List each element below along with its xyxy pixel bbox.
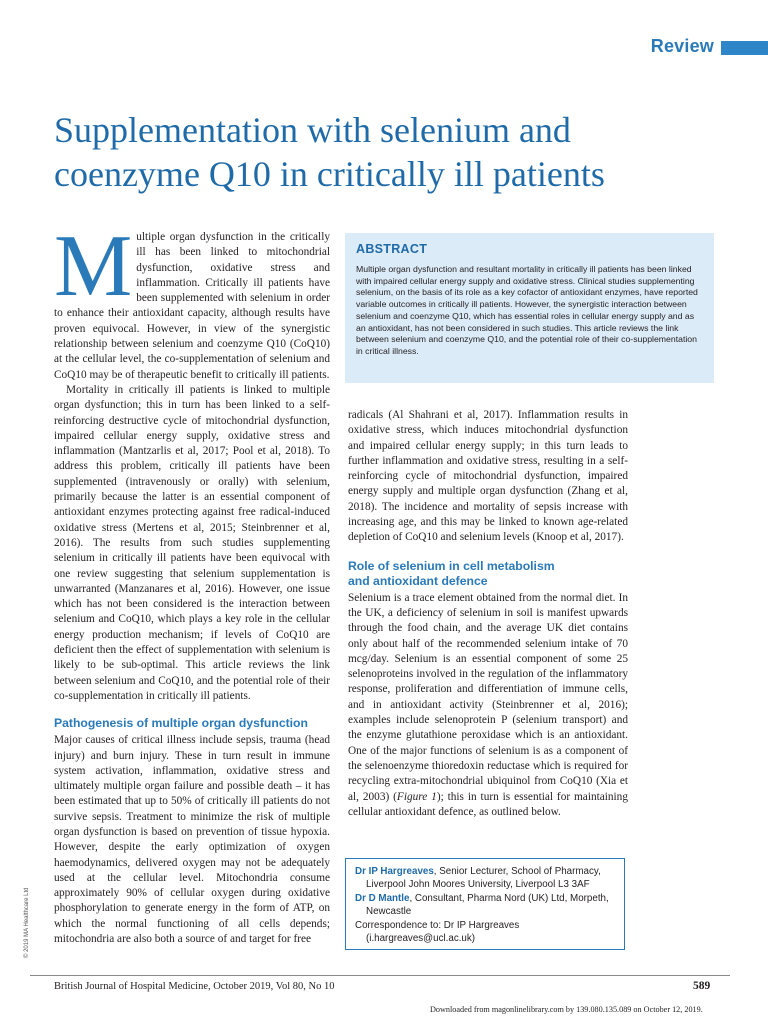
correspondence-email[interactable]: (i.hargreaves@ucl.ac.uk) — [366, 933, 476, 945]
figure-reference: Figure 1 — [396, 790, 437, 803]
author-affiliation-line: Liverpool John Moores University, Liverpool L3 3AF — [366, 879, 590, 891]
abstract-box — [345, 233, 714, 383]
author-affiliation-line: Newcastle — [366, 906, 412, 918]
author-2 — [355, 893, 616, 905]
author-1 — [355, 866, 616, 878]
author-name: Dr IP Hargreaves — [355, 866, 434, 877]
section-accent-bar — [721, 41, 768, 55]
article-title: Supplementation with selenium and coenzyme Q10 in critically ill patients — [54, 110, 605, 194]
journal-citation: British Journal of Hospital Medicine, October 2019, Vol 80, No 10 — [54, 981, 335, 992]
abstract-heading: ABSTRACT — [356, 242, 428, 256]
abstract-text: Multiple organ dysfunction and resultant mortality in critically ill patients has been linked with impaired cellular energy supply and oxidative stress. Clinical studies supplementing selenium, on the basis of its role as a key cofactor of antioxidant enzymes, have reported variable outcomes in critically ill patients. However, the synergistic interaction between selenium and coenzyme Q10, which has essential roles in cellular energy supply and as an antioxidant, has not been considered in such studies. This article reviews the link between selenium and coenzyme Q10, and the potential role of their co-supplementation in critical illness. — [356, 264, 698, 356]
author-box — [345, 858, 625, 950]
heading-line: Role of selenium in cell metabolism — [348, 558, 555, 573]
heading-line: and antioxidant defence — [348, 573, 488, 588]
author-affiliation: , Senior Lecturer, School of Pharmacy, — [433, 866, 601, 877]
intro-paragraph — [54, 218, 330, 383]
section-heading-selenium — [348, 559, 628, 589]
copyright-note: © 2019 MA Healthcare Ltd — [24, 887, 30, 958]
text-run: ); this in turn is essential for maintaining cellular antioxidant defence, as outlined below. — [348, 790, 628, 818]
author-name: Dr D Mantle — [355, 892, 410, 904]
left-column — [54, 218, 330, 947]
section-heading-pathogenesis: Pathogenesis of multiple organ dysfunction — [54, 716, 308, 731]
section-label: Review — [650, 36, 714, 56]
correspondence: Correspondence to: Dr IP Hargreaves — [355, 919, 520, 931]
intro-text: ultiple organ dysfunction in the critically ill has been linked to mitochondrial dysfunction, oxidative stress and inflammation. Critically ill patients have been supplemented with selenium in order to enhance their antioxidant capacity, although results have proven equivocal. However, in view of the synergistic relationship between selenium and coenzyme Q10 (CoQ10) at the cellular level, the co-supplementation of selenium and CoQ10 may be of therapeutic benefit to critically ill patients. — [54, 231, 330, 381]
page-number: 589 — [693, 980, 711, 992]
body-paragraph — [348, 591, 628, 820]
body-paragraph: Major causes of critical illness include sepsis, trauma (head injury) and burn injury. These in turn result in immune system activation, inflammation, oxidative stress and ultimately multiple organ failure and possible death – it has been estimated that up to 50% of critically ill patients do not survive sepsis. Treatment to minimize the risk of multiple organ dysfunction is based on prevention of tissue hypoxia. However, despite the early optimization of oxygen haemodynamics, delivered oxygen may not be adequately used at the cellular level. Mitochondria consume approximately 90% of cellular oxygen during oxidative phosphorylation to generate energy in the form of ATP, on which the normal functioning of all cells depends; mitochondria are also both a source of and target for free — [54, 734, 330, 946]
footer-divider — [30, 975, 730, 976]
body-paragraph: Mortality in critically ill patients is linked to multiple organ dysfunction; this in turn has been linked to a self-reinforcing destructive cycle of mitochondrial dysfunction, impaired cellular energy supply, oxidative stress and inflammation (Mantzarlis et al, 2017; Pool et al, 2018). To address this problem, critically ill patients have been supplemented (intravenously or orally) with selenium, primarily because the latter is an essential component of antioxidant enzymes protecting against free radical-induced oxidative stress (Mertens et al, 2015; Steinbrenner et al, 2016). The results from such studies supplementing selenium in critically ill patients have been equivocal with one review suggesting that selenium supplementation is unwarranted (Manzanares et al, 2016). However, one issue which has not been considered is the interaction between selenium and CoQ10, which plays a key role in the cellular energy production mechanism; if levels of CoQ10 are deficient then the effect of supplementation with selenium is likely to be sub-optimal. This article reviews the link between selenium and CoQ10, and the potential role of their co-supplementation in critically ill patients. — [54, 383, 330, 702]
drop-cap: M — [54, 218, 133, 315]
download-notice: Downloaded from magonlinelibrary.com by 139.080.135.089 on October 12, 2019. — [430, 1005, 703, 1014]
right-column — [348, 408, 628, 820]
author-affiliation: , Consultant, Pharma Nord (UK) Ltd, Morpeth, — [409, 892, 609, 904]
body-paragraph: radicals (Al Shahrani et al, 2017). Inflammation results in oxidative stress, which induces mitochondrial dysfunction and impaired cellular energy supply; in this turn leads to further inflammation and oxidative stress, resulting in a self-reinforcing cycle of mitochondrial dysfunction, impaired energy supply and multiple organ dysfunction (Zhang et al, 2018). The incidence and mortality of sepsis increase with increasing age, and this may be linked to known age-related depletion of CoQ10 and selenium levels (Knoop et al, 2017). — [348, 409, 628, 544]
text-run: Selenium is a trace element obtained from the normal diet. In the UK, a deficiency of selenium in soil is manifest upwards through the food chain, and the average UK diet contains only about half of the recommended selenium intake of 70 mcg/day. Selenium is an essential component of some 25 selenoproteins involved in the regulation of the inflammatory response, proliferation and differentiation of immune cells, and in antioxidant activity (Steinbrenner et al, 2016); examples include selenoprotein P (selenium transport) and the enzyme glutathione peroxidase which is an antioxidant. One of the major functions of selenium is as a component of the selenoenzyme thioredoxin reductase which is required for recycling extra-mitochondrial ubiquinol from CoQ10 (Xia et al, 2003) ( — [348, 591, 628, 803]
